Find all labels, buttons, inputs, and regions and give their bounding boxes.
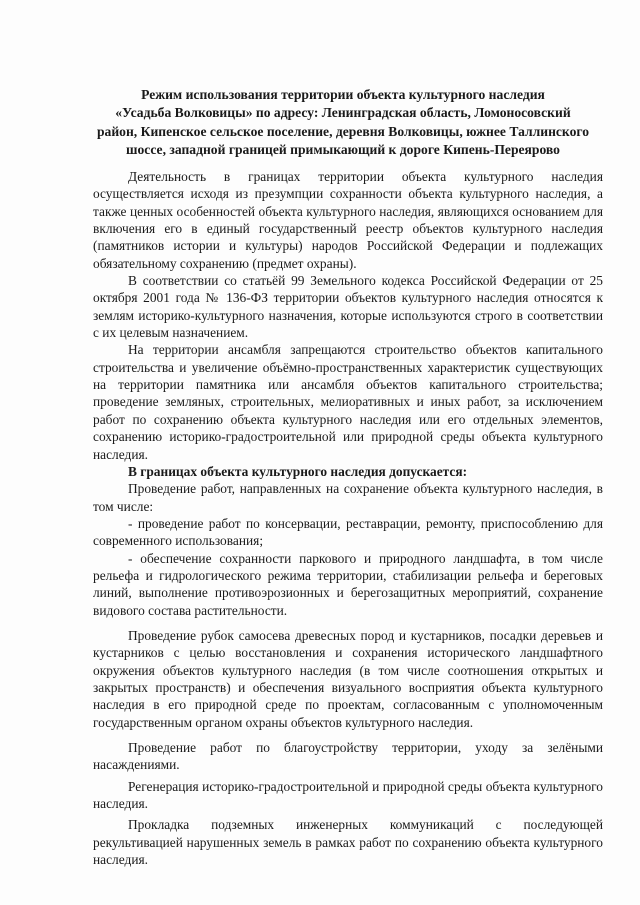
title-line: район, Кипенское сельское поселение, деревня Волковицы, южнее Таллинского <box>96 123 590 139</box>
document-body <box>93 168 603 868</box>
title-line: шоссе, западной границей примыкающий к дороге Кипень-Переярово <box>126 142 560 158</box>
paragraph-presumption: Деятельность в границах территории объекта культурного наследия осуществляется исходя из презумпции сохранности объекта культурного наследия, а также ценных особенностей объекта культурного наследия, являющихся основанием для включения его в единый государственный реестр объектов культурного наследия (памятников истории и культуры) народов Российской Федерации и подлежащих обязательному сохранению (предмет охраны). <box>93 169 603 271</box>
title-line: Режим использования территории объекта культурного наследия <box>141 87 545 102</box>
list-item-landscape: - обеспечение сохранности паркового и природного ландшафта, в том числе рельефа и гидрологического режима территории, стабилизации рельефа и береговых линий, выполнение противоэрозионных и берегозащитных мероприятий, сохранение видового состава растительности. <box>93 550 603 618</box>
paragraph-utilities: Прокладка подземных инженерных коммуникаций с последующей рекультивацией нарушенных земель в рамках работ по сохранению объекта культурного наследия. <box>93 817 603 868</box>
title-line: «Усадьба Волковицы» по адресу: Ленинградская область, Ломоносовский <box>115 105 571 121</box>
section-heading-permitted: В границах объекта культурного наследия допускается: <box>128 463 468 479</box>
paragraph-tree-felling: Проведение рубок самосева древесных пород и кустарников, посадки деревьев и кустарников с целью восстановления и сохранения исторического ландшафтного окружения объектов культурного наследия (в том числе соотношения открытых и закрытых пространств) и обеспечения визуального восприятия объекта культурного наследия в его природной среде по проектам, согласованным с уполномоченным государственным органом охраны объектов культурного наследия. <box>93 627 603 730</box>
paragraph-land-code: В соответствии со статьёй 99 Земельного кодекса Российской Федерации от 25 октября 2001 года № 136-ФЗ территории объектов культурного наследия относятся к землям историко-культурного назначения, которые используются строго в соответствии с их целевым назначением. <box>93 273 603 341</box>
paragraph-regeneration: Регенерация историко-градостроительной и природной среды объекта культурного наследия. <box>93 778 603 812</box>
paragraph-landscaping: Проведение работ по благоустройству территории, уходу за зелёными насаждениями. <box>93 740 603 773</box>
list-item-conservation: - проведение работ по консервации, реставрации, ремонту, приспособлению для современного использования; <box>93 515 603 549</box>
paragraph-preservation-works: Проведение работ, направленных на сохранение объекта культурного наследия, в том числе: <box>93 481 603 514</box>
paragraph-prohibitions: На территории ансамбля запрещаются строительство объектов капитального строительства и увеличение объёмно-пространственных характеристик существующих на территории памятника или ансамбля объектов капитального строительства; проведение земляных, строительных, мелиоративных и иных работ, за исключением работ по сохранению объекта культурного наследия или его отдельных элементов, сохранению историко-градостроительной или природной среды объекта культурного наследия. <box>93 342 603 462</box>
document-title <box>88 86 598 160</box>
